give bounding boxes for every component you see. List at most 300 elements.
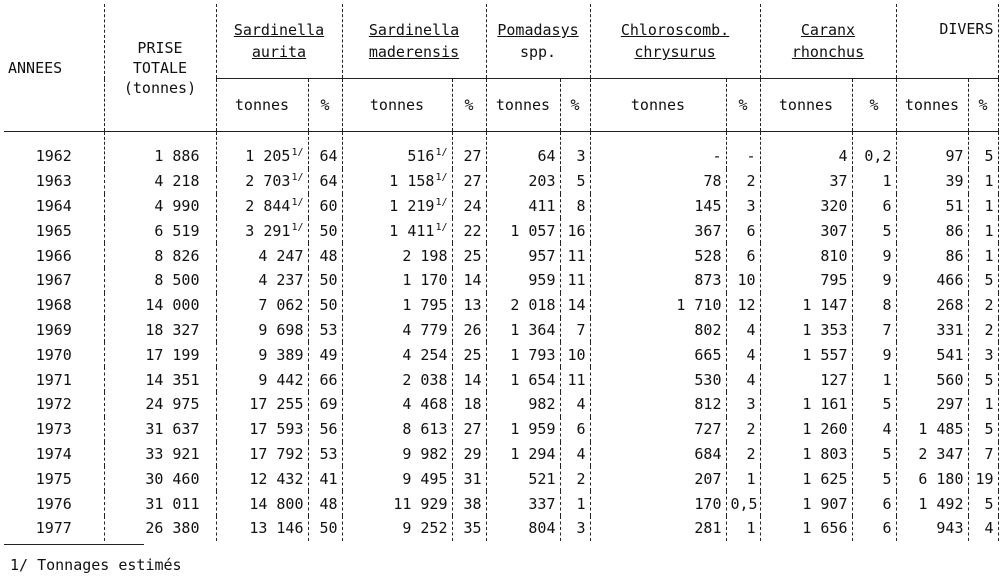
total-cell-value: 33 921 [145,444,200,463]
table-row [4,466,998,491]
sardinella-maderensis-tonnes-value: 1 158 [389,172,435,191]
chloroscombrus-pct [726,392,760,417]
divers-pct [968,417,998,442]
year-cell [4,417,104,442]
pomadasys-tonnes [486,132,560,169]
chloroscombrus-tonnes [590,392,726,417]
caranx-pct [852,169,896,194]
pomadasys-tonnes [486,194,560,219]
sardinella-aurita-pct-value: 49 [319,345,338,364]
caranx-tonnes-value: 795 [820,271,848,290]
total-cell [104,516,216,541]
total-cell-value: 24 975 [145,395,200,414]
divers-tonnes [896,243,968,268]
sardinella-maderensis-tonnes-value: 9 495 [402,469,448,488]
chloroscombrus-pct-value: 2 [746,444,756,463]
pomadasys-pct-value: 6 [576,420,586,439]
total-cell-value: 1 886 [154,147,200,166]
total-cell-value: 8 826 [154,246,200,265]
table-row [4,169,998,194]
species-epithet: maderensis [368,43,460,61]
chloroscombrus-pct [726,194,760,219]
pomadasys-pct-value: 4 [576,444,586,463]
caranx-tonnes-value: 1 557 [802,345,848,364]
catch-table-frame [4,4,998,536]
chloroscombrus-pct-value: 10 [737,271,756,290]
table-row [4,318,998,343]
total-cell-value: 4 990 [154,196,200,215]
year-cell-value: 1964 [35,196,72,215]
sardinella-aurita-pct [308,417,342,442]
sardinella-maderensis-pct-value: 25 [463,246,482,265]
caranx-tonnes-value: 320 [820,196,848,215]
sardinella-aurita-pct-value: 66 [319,370,338,389]
footnote: 1/ Tonnages estimés [10,556,182,574]
year-cell [4,293,104,318]
divers-tonnes-value: 51 [945,196,964,215]
chloroscombrus-tonnes-value: 530 [694,370,722,389]
sardinella-aurita-tonnes [216,318,308,343]
sardinella-maderensis-pct [452,466,486,491]
caranx-pct-value: 0,2 [864,147,892,166]
pomadasys-tonnes-value: 2 018 [510,296,556,315]
pomadasys-tonnes [486,392,560,417]
species-header-divers [896,4,998,79]
chloroscombrus-pct-value: 0,5 [730,494,758,513]
caranx-tonnes-value: 1 625 [802,469,848,488]
pomadasys-tonnes [486,491,560,516]
chloroscombrus-tonnes-value: - [712,147,722,166]
sardinella-maderensis-tonnes [342,516,452,541]
sardinella-aurita-tonnes [216,293,308,318]
pomadasys-tonnes [486,417,560,442]
divers-pct-value: 2 [984,320,994,339]
pomadasys-pct [560,367,590,392]
caranx-tonnes [760,417,852,442]
year-cell-value: 1970 [35,345,72,364]
caranx-tonnes-value: 1 907 [802,494,848,513]
sardinella-aurita-tonnes [216,491,308,516]
caranx-pct-value: 9 [882,345,892,364]
year-cell-value: 1971 [35,370,72,389]
pomadasys-tonnes [486,318,560,343]
divers-pct-value: 7 [984,444,994,463]
divers-tonnes-value: 466 [936,271,964,290]
caranx-pct-value: 9 [882,246,892,265]
species-genus: Sardinella [233,21,325,39]
sardinella-aurita-pct-value: 50 [319,296,338,315]
divers-pct-value: 5 [984,370,994,389]
sardinella-maderensis-pct-value: 27 [463,147,482,166]
divers-tonnes-value: 97 [945,147,964,166]
sardinella-maderensis-pct-value: 18 [463,395,482,414]
unit-tonnes: tonnes [760,79,852,132]
sardinella-maderensis-pct [452,132,486,169]
total-cell [104,194,216,219]
pomadasys-pct [560,132,590,169]
caranx-tonnes [760,132,852,169]
years-header: ANNEES [4,4,104,132]
sardinella-maderensis-tonnes [342,392,452,417]
sardinella-aurita-pct [308,318,342,343]
total-cell-value: 4 218 [154,172,200,191]
chloroscombrus-tonnes [590,132,726,169]
sardinella-maderensis-tonnes [342,243,452,268]
sardinella-maderensis-tonnes [342,318,452,343]
species-epithet: chrysurus [634,43,716,61]
sardinella-aurita-pct [308,243,342,268]
sardinella-maderensis-pct [452,516,486,541]
divers-tonnes-value: 39 [945,172,964,191]
sardinella-aurita-pct-value: 56 [319,420,338,439]
total-cell [104,491,216,516]
chloroscombrus-tonnes-value: 873 [694,271,722,290]
year-cell-value: 1976 [35,494,72,513]
sardinella-aurita-pct [308,466,342,491]
total-cell [104,293,216,318]
chloroscombrus-tonnes [590,243,726,268]
divers-tonnes-value: 1 485 [918,420,964,439]
caranx-pct [852,491,896,516]
species-header-caranx [760,4,896,79]
sardinella-aurita-pct-value: 60 [319,196,338,215]
sardinella-maderensis-pct-value: 35 [463,519,482,538]
pomadasys-tonnes-value: 337 [528,494,556,513]
divers-pct-value: 3 [984,345,994,364]
chloroscombrus-pct [726,417,760,442]
sardinella-aurita-tonnes-value: 9 442 [258,370,304,389]
divers-pct [968,218,998,243]
species-genus: Chloroscomb. [620,21,730,39]
footnote-marker: 1/ [291,196,304,208]
divers-pct-value: 1 [984,196,994,215]
table-row [4,367,998,392]
total-cell-value: 14 000 [145,296,200,315]
sardinella-maderensis-tonnes [342,342,452,367]
sardinella-aurita-tonnes [216,243,308,268]
caranx-pct [852,442,896,467]
sardinella-aurita-pct [308,491,342,516]
total-catch-header [104,4,216,132]
total-cell-value: 18 327 [145,320,200,339]
footnote-marker: 1/ [291,172,304,184]
total-cell-value: 6 519 [154,221,200,240]
caranx-tonnes [760,442,852,467]
chloroscombrus-tonnes [590,194,726,219]
sardinella-maderensis-pct [452,417,486,442]
sardinella-maderensis-pct [452,367,486,392]
table-row [4,243,998,268]
divers-tonnes [896,268,968,293]
divers-pct-value: 1 [984,172,994,191]
table-row [4,442,998,467]
chloroscombrus-tonnes [590,367,726,392]
caranx-pct [852,218,896,243]
divers-tonnes [896,442,968,467]
sardinella-maderensis-tonnes [342,466,452,491]
divers-tonnes [896,169,968,194]
sardinella-maderensis-pct [452,491,486,516]
pomadasys-pct [560,169,590,194]
sardinella-aurita-tonnes [216,417,308,442]
unit-tonnes: tonnes [590,79,726,132]
sardinella-aurita-tonnes [216,194,308,219]
caranx-tonnes [760,491,852,516]
species-genus: DIVERS [939,20,994,38]
chloroscombrus-tonnes-value: 665 [694,345,722,364]
caranx-tonnes-value: 127 [820,370,848,389]
chloroscombrus-pct-value: 6 [746,221,756,240]
year-cell [4,516,104,541]
catch-table [4,4,999,541]
sardinella-maderensis-tonnes [342,268,452,293]
year-cell-value: 1963 [35,172,72,191]
pomadasys-tonnes-value: 982 [528,395,556,414]
sardinella-maderensis-tonnes-value: 9 982 [402,444,448,463]
sardinella-aurita-tonnes-value: 2 844 [245,196,291,215]
divers-pct [968,342,998,367]
unit-tonnes: tonnes [216,79,308,132]
divers-pct [968,243,998,268]
pomadasys-tonnes-value: 1 364 [510,320,556,339]
year-cell [4,243,104,268]
sardinella-maderensis-pct [452,194,486,219]
footnote-marker: 1/ [291,221,304,233]
sardinella-aurita-tonnes-value: 4 247 [258,246,304,265]
unit-tonnes: tonnes [486,79,560,132]
divers-tonnes-value: 297 [936,395,964,414]
divers-tonnes-value: 268 [936,296,964,315]
pomadasys-tonnes [486,268,560,293]
sardinella-maderensis-pct-value: 31 [463,469,482,488]
chloroscombrus-tonnes-value: 78 [703,172,722,191]
caranx-pct [852,268,896,293]
caranx-tonnes-value: 4 [838,147,848,166]
unit-tonnes: tonnes [896,79,968,132]
caranx-pct [852,293,896,318]
divers-pct [968,392,998,417]
pomadasys-tonnes-value: 957 [528,246,556,265]
pomadasys-tonnes-value: 521 [528,469,556,488]
pomadasys-pct-value: 10 [567,345,586,364]
divers-pct-value: 2 [984,296,994,315]
sardinella-aurita-tonnes-value: 3 291 [245,221,291,240]
divers-pct [968,491,998,516]
year-cell [4,367,104,392]
chloroscombrus-tonnes-value: 281 [694,519,722,538]
sardinella-aurita-tonnes-value: 4 237 [258,271,304,290]
caranx-tonnes [760,392,852,417]
sardinella-maderensis-tonnes-value: 2 198 [402,246,448,265]
caranx-tonnes [760,268,852,293]
caranx-pct [852,318,896,343]
sardinella-aurita-pct-value: 64 [319,147,338,166]
unit-pct: % [452,79,486,132]
divers-pct-value: 5 [984,271,994,290]
divers-tonnes-value: 331 [936,320,964,339]
total-cell [104,342,216,367]
sardinella-aurita-tonnes [216,516,308,541]
pomadasys-tonnes-value: 959 [528,271,556,290]
sardinella-aurita-tonnes-value: 14 800 [249,494,304,513]
caranx-pct [852,342,896,367]
sardinella-maderensis-tonnes-value: 1 411 [389,221,435,240]
divers-pct-value: 5 [984,494,994,513]
pomadasys-tonnes [486,169,560,194]
caranx-pct [852,194,896,219]
chloroscombrus-tonnes [590,218,726,243]
sardinella-maderensis-pct [452,293,486,318]
table-row [4,194,998,219]
table-row [4,268,998,293]
caranx-pct [852,132,896,169]
sardinella-maderensis-tonnes [342,417,452,442]
pomadasys-tonnes-value: 1 793 [510,345,556,364]
sardinella-maderensis-pct-value: 13 [463,296,482,315]
divers-pct-value: 19 [975,469,994,488]
total-header-line3: (tonnes) [123,78,197,97]
sardinella-maderensis-pct [452,318,486,343]
pomadasys-pct [560,318,590,343]
sardinella-aurita-pct-value: 64 [319,172,338,191]
species-epithet: rhonchus [791,43,865,61]
chloroscombrus-pct [726,442,760,467]
sardinella-maderensis-pct [452,342,486,367]
total-cell [104,318,216,343]
divers-pct [968,466,998,491]
species-epithet: spp. [519,43,557,61]
caranx-tonnes [760,293,852,318]
sardinella-maderensis-tonnes-value: 8 613 [402,420,448,439]
divers-tonnes [896,516,968,541]
unit-pct: % [968,79,998,132]
total-cell-value: 30 460 [145,469,200,488]
unit-tonnes: tonnes [342,79,452,132]
year-cell [4,392,104,417]
sardinella-maderensis-tonnes [342,194,452,219]
species-genus: Caranx [800,21,856,39]
species-genus: Pomadasys [497,21,579,39]
caranx-tonnes-value: 37 [829,172,848,191]
chloroscombrus-tonnes-value: 367 [694,221,722,240]
table-row [4,293,998,318]
footnote-rule [4,544,144,545]
sardinella-aurita-pct-value: 48 [319,494,338,513]
chloroscombrus-pct-value: 2 [746,420,756,439]
chloroscombrus-pct [726,268,760,293]
caranx-tonnes [760,342,852,367]
sardinella-aurita-pct-value: 50 [319,271,338,290]
sardinella-aurita-tonnes-value: 17 255 [249,395,304,414]
total-cell [104,367,216,392]
sardinella-maderensis-tonnes-value: 1 170 [402,271,448,290]
year-cell-value: 1977 [35,519,72,538]
pomadasys-tonnes [486,367,560,392]
sardinella-aurita-tonnes-value: 7 062 [258,296,304,315]
pomadasys-tonnes [486,342,560,367]
chloroscombrus-pct [726,342,760,367]
unit-pct: % [852,79,896,132]
chloroscombrus-pct [726,466,760,491]
chloroscombrus-pct [726,318,760,343]
caranx-pct-value: 5 [882,444,892,463]
total-cell-value: 31 637 [145,420,200,439]
sardinella-maderensis-tonnes [342,218,452,243]
caranx-pct-value: 5 [882,221,892,240]
divers-pct [968,442,998,467]
sardinella-aurita-tonnes-value: 2 703 [245,172,291,191]
year-cell [4,169,104,194]
year-cell-value: 1972 [35,395,72,414]
caranx-pct [852,516,896,541]
caranx-tonnes-value: 1 353 [802,320,848,339]
caranx-tonnes [760,218,852,243]
sardinella-maderensis-pct [452,392,486,417]
table-row [4,342,998,367]
table-row [4,516,998,541]
chloroscombrus-pct-value: 12 [737,296,756,315]
year-cell [4,318,104,343]
chloroscombrus-tonnes-value: 170 [694,494,722,513]
pomadasys-tonnes-value: 804 [528,519,556,538]
sardinella-aurita-pct [308,218,342,243]
total-header-line1: PRISE [137,38,183,57]
chloroscombrus-pct [726,243,760,268]
pomadasys-pct-value: 11 [567,271,586,290]
divers-tonnes [896,491,968,516]
pomadasys-tonnes [486,243,560,268]
sardinella-maderensis-tonnes [342,367,452,392]
chloroscombrus-tonnes [590,318,726,343]
total-cell [104,243,216,268]
chloroscombrus-pct-value: 4 [746,320,756,339]
pomadasys-pct [560,268,590,293]
total-cell [104,218,216,243]
caranx-tonnes-value: 1 656 [802,519,848,538]
caranx-tonnes [760,516,852,541]
divers-tonnes [896,466,968,491]
sardinella-aurita-pct [308,169,342,194]
caranx-pct [852,392,896,417]
chloroscombrus-pct-value: 2 [746,172,756,191]
divers-pct [968,132,998,169]
caranx-tonnes [760,367,852,392]
total-cell [104,392,216,417]
year-cell [4,466,104,491]
chloroscombrus-pct-value: 3 [746,395,756,414]
sardinella-aurita-pct [308,442,342,467]
header-row-species [4,4,998,79]
chloroscombrus-tonnes-value: 207 [694,469,722,488]
pomadasys-tonnes-value: 1 654 [510,370,556,389]
sardinella-aurita-tonnes-value: 9 389 [258,345,304,364]
caranx-pct-value: 1 [882,370,892,389]
caranx-tonnes-value: 1 803 [802,444,848,463]
divers-tonnes [896,318,968,343]
sardinella-maderensis-pct-value: 38 [463,494,482,513]
unit-pct: % [308,79,342,132]
sardinella-aurita-tonnes [216,466,308,491]
caranx-pct-value: 8 [882,296,892,315]
pomadasys-pct [560,392,590,417]
pomadasys-pct [560,293,590,318]
chloroscombrus-pct [726,169,760,194]
divers-tonnes-value: 6 180 [918,469,964,488]
sardinella-maderensis-tonnes [342,169,452,194]
sardinella-maderensis-tonnes-value: 1 219 [389,196,435,215]
divers-tonnes-value: 560 [936,370,964,389]
pomadasys-tonnes [486,516,560,541]
